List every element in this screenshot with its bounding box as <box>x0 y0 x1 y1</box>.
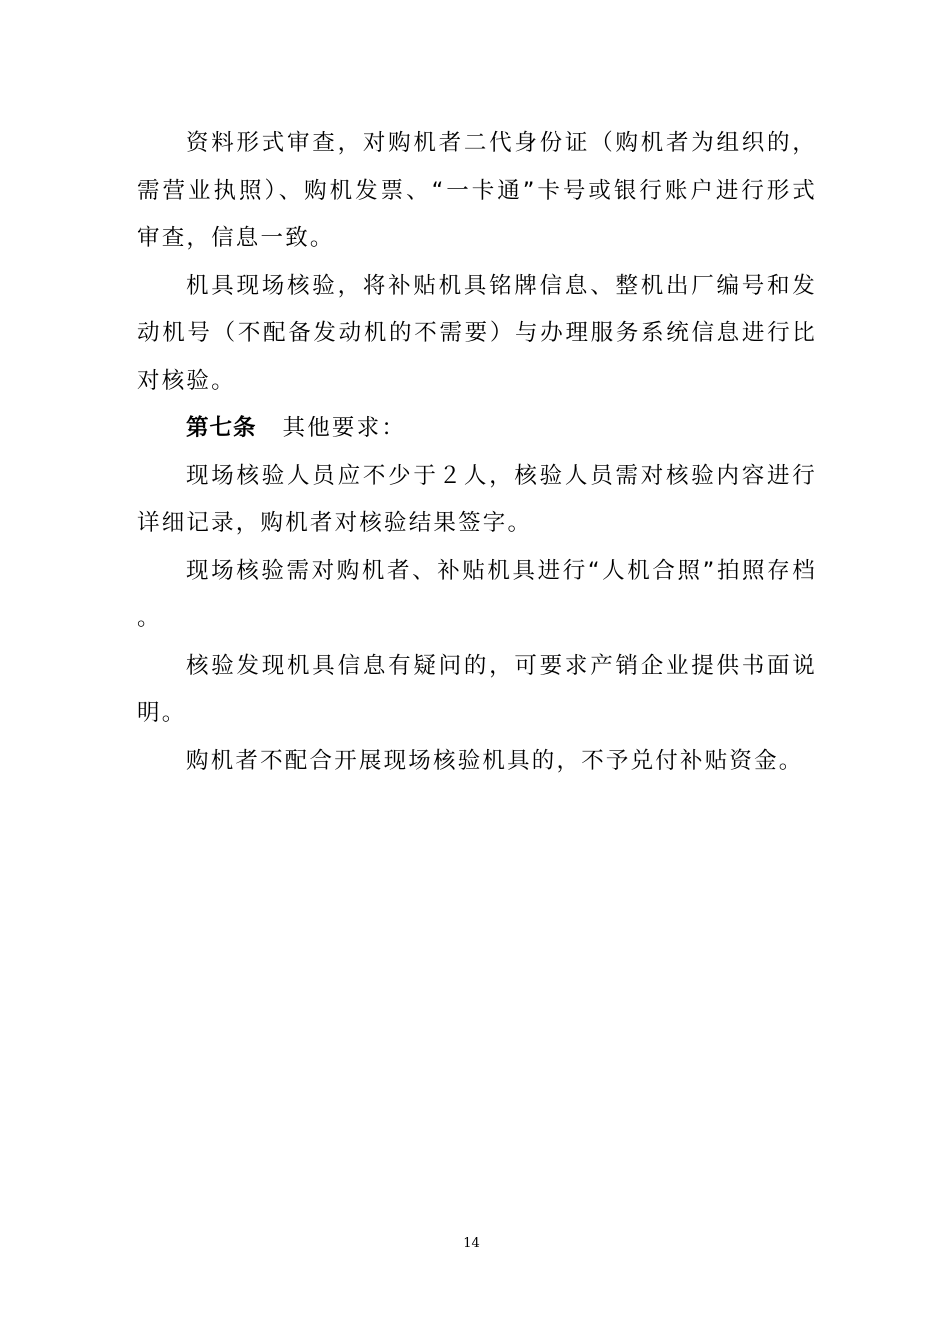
article-heading <box>137 405 817 453</box>
paragraph-non-cooperation: 购机者不配合开展现场核验机具的，不予兑付补贴资金。 <box>186 747 804 774</box>
paragraph-onsite-verification: 机具现场核验，将补贴机具铭牌信息、整机出厂编号和发动机号（不配备发动机的不需要）与办理服务系统信息进行比对核验。 <box>137 272 817 394</box>
paragraph-staff-requirement: 现场核验人员应不少于２人，核验人员需对核验内容进行详细记录，购机者对核验结果签字。 <box>137 462 817 536</box>
paragraph-photo-archive: 现场核验需对购机者、补贴机具进行“人机合照”拍照存档。 <box>137 557 817 631</box>
article-label: 第七条 <box>186 415 257 441</box>
article-title: 其他要求： <box>282 415 407 441</box>
paragraph-document-review: 资料形式审查，对购机者二代身份证（购机者为组织的，需营业执照）、购机发票、“一卡通”卡号或银行账户进行形式审查，信息一致。 <box>137 130 817 251</box>
page-number: 14 <box>463 1236 480 1251</box>
paragraph-written-explanation: 核验发现机具信息有疑问的，可要求产销企业提供书面说明。 <box>137 652 817 726</box>
document-body <box>137 120 817 785</box>
